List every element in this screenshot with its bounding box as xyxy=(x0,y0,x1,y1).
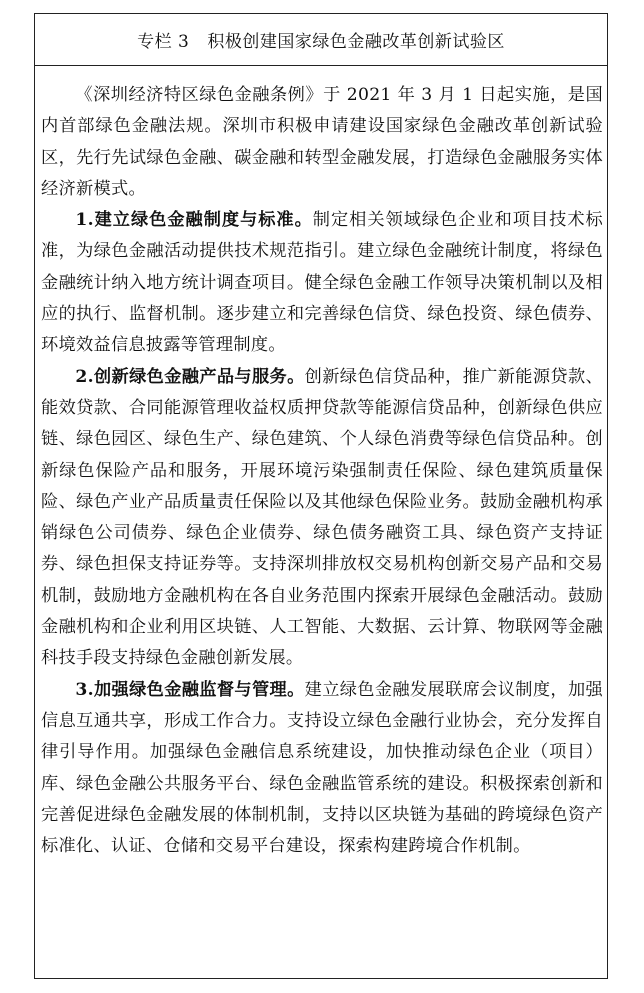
section-2-paragraph xyxy=(41,362,603,675)
column-title: 积极创建国家绿色金融改革创新试验区 xyxy=(207,32,505,52)
section-1-paragraph xyxy=(41,205,603,361)
column-label: 专栏 3 xyxy=(137,32,190,52)
section-1-text: 制定相关领域绿色企业和项目技术标准，为绿色金融活动提供技术规范指引。建立绿色金融统计制度，将绿色金融统计纳入地方统计调查项目。健全绿色金融工作领导决策机制以及相应的执行、监督机制。逐步建立和完善绿色信贷、绿色投资、绿色债券、环境效益信息披露等管理制度。 xyxy=(41,210,603,356)
section-1-heading: 1.建立绿色金融制度与标准。 xyxy=(75,210,313,231)
section-2-text: 创新绿色信贷品种，推广新能源贷款、能效贷款、合同能源管理收益权质押贷款等能源信贷品种，创新绿色供应链、绿色园区、绿色生产、绿色建筑、个人绿色消费等绿色信贷品种。创新绿色保险产品和服务，开展环境污染强制责任保险、绿色建筑质量保险、绿色产业产品质量责任保险以及其他绿色保险业务。鼓励金融机构承销绿色公司债券、绿色企业债券、绿色债务融资工具、绿色资产支持证券、绿色担保支持证券等。支持深圳排放权交易机构创新交易产品和交易机制，鼓励地方金融机构在各自业务范围内探索开展绿色金融活动。鼓励金融机构和企业利用区块链、人工智能、大数据、云计算、物联网等金融科技手段支持绿色金融创新发展。 xyxy=(41,366,603,669)
section-3-paragraph xyxy=(41,675,603,863)
section-3-text: 建立绿色金融发展联席会议制度，加强信息互通共享，形成工作合力。支持设立绿色金融行业协会，充分发挥自律引导作用。加强绿色金融信息系统建设，加快推动绿色企业（项目）库、绿色金融公共服务平台、绿色金融监管系统的建设。积极探索创新和完善促进绿色金融发展的体制机制，支持以区块链为基础的跨境绿色资产标准化、认证、仓储和交易平台建设，探索构建跨境合作机制。 xyxy=(41,679,603,857)
column-body xyxy=(35,66,607,862)
column-header xyxy=(35,14,607,66)
section-2-heading: 2.创新绿色金融产品与服务。 xyxy=(75,366,305,387)
intro-paragraph: 《深圳经济特区绿色金融条例》于 2021 年 3 月 1 日起实施，是国内首部绿色金融法规。深圳市积极申请建设国家绿色金融改革创新试验区，先行先试绿色金融、碳金融和转型金融发展，打造绿色金融服务实体经济新模式。 xyxy=(41,85,603,199)
column-box xyxy=(34,13,608,979)
section-3-heading: 3.加强绿色金融监督与管理。 xyxy=(75,679,305,700)
